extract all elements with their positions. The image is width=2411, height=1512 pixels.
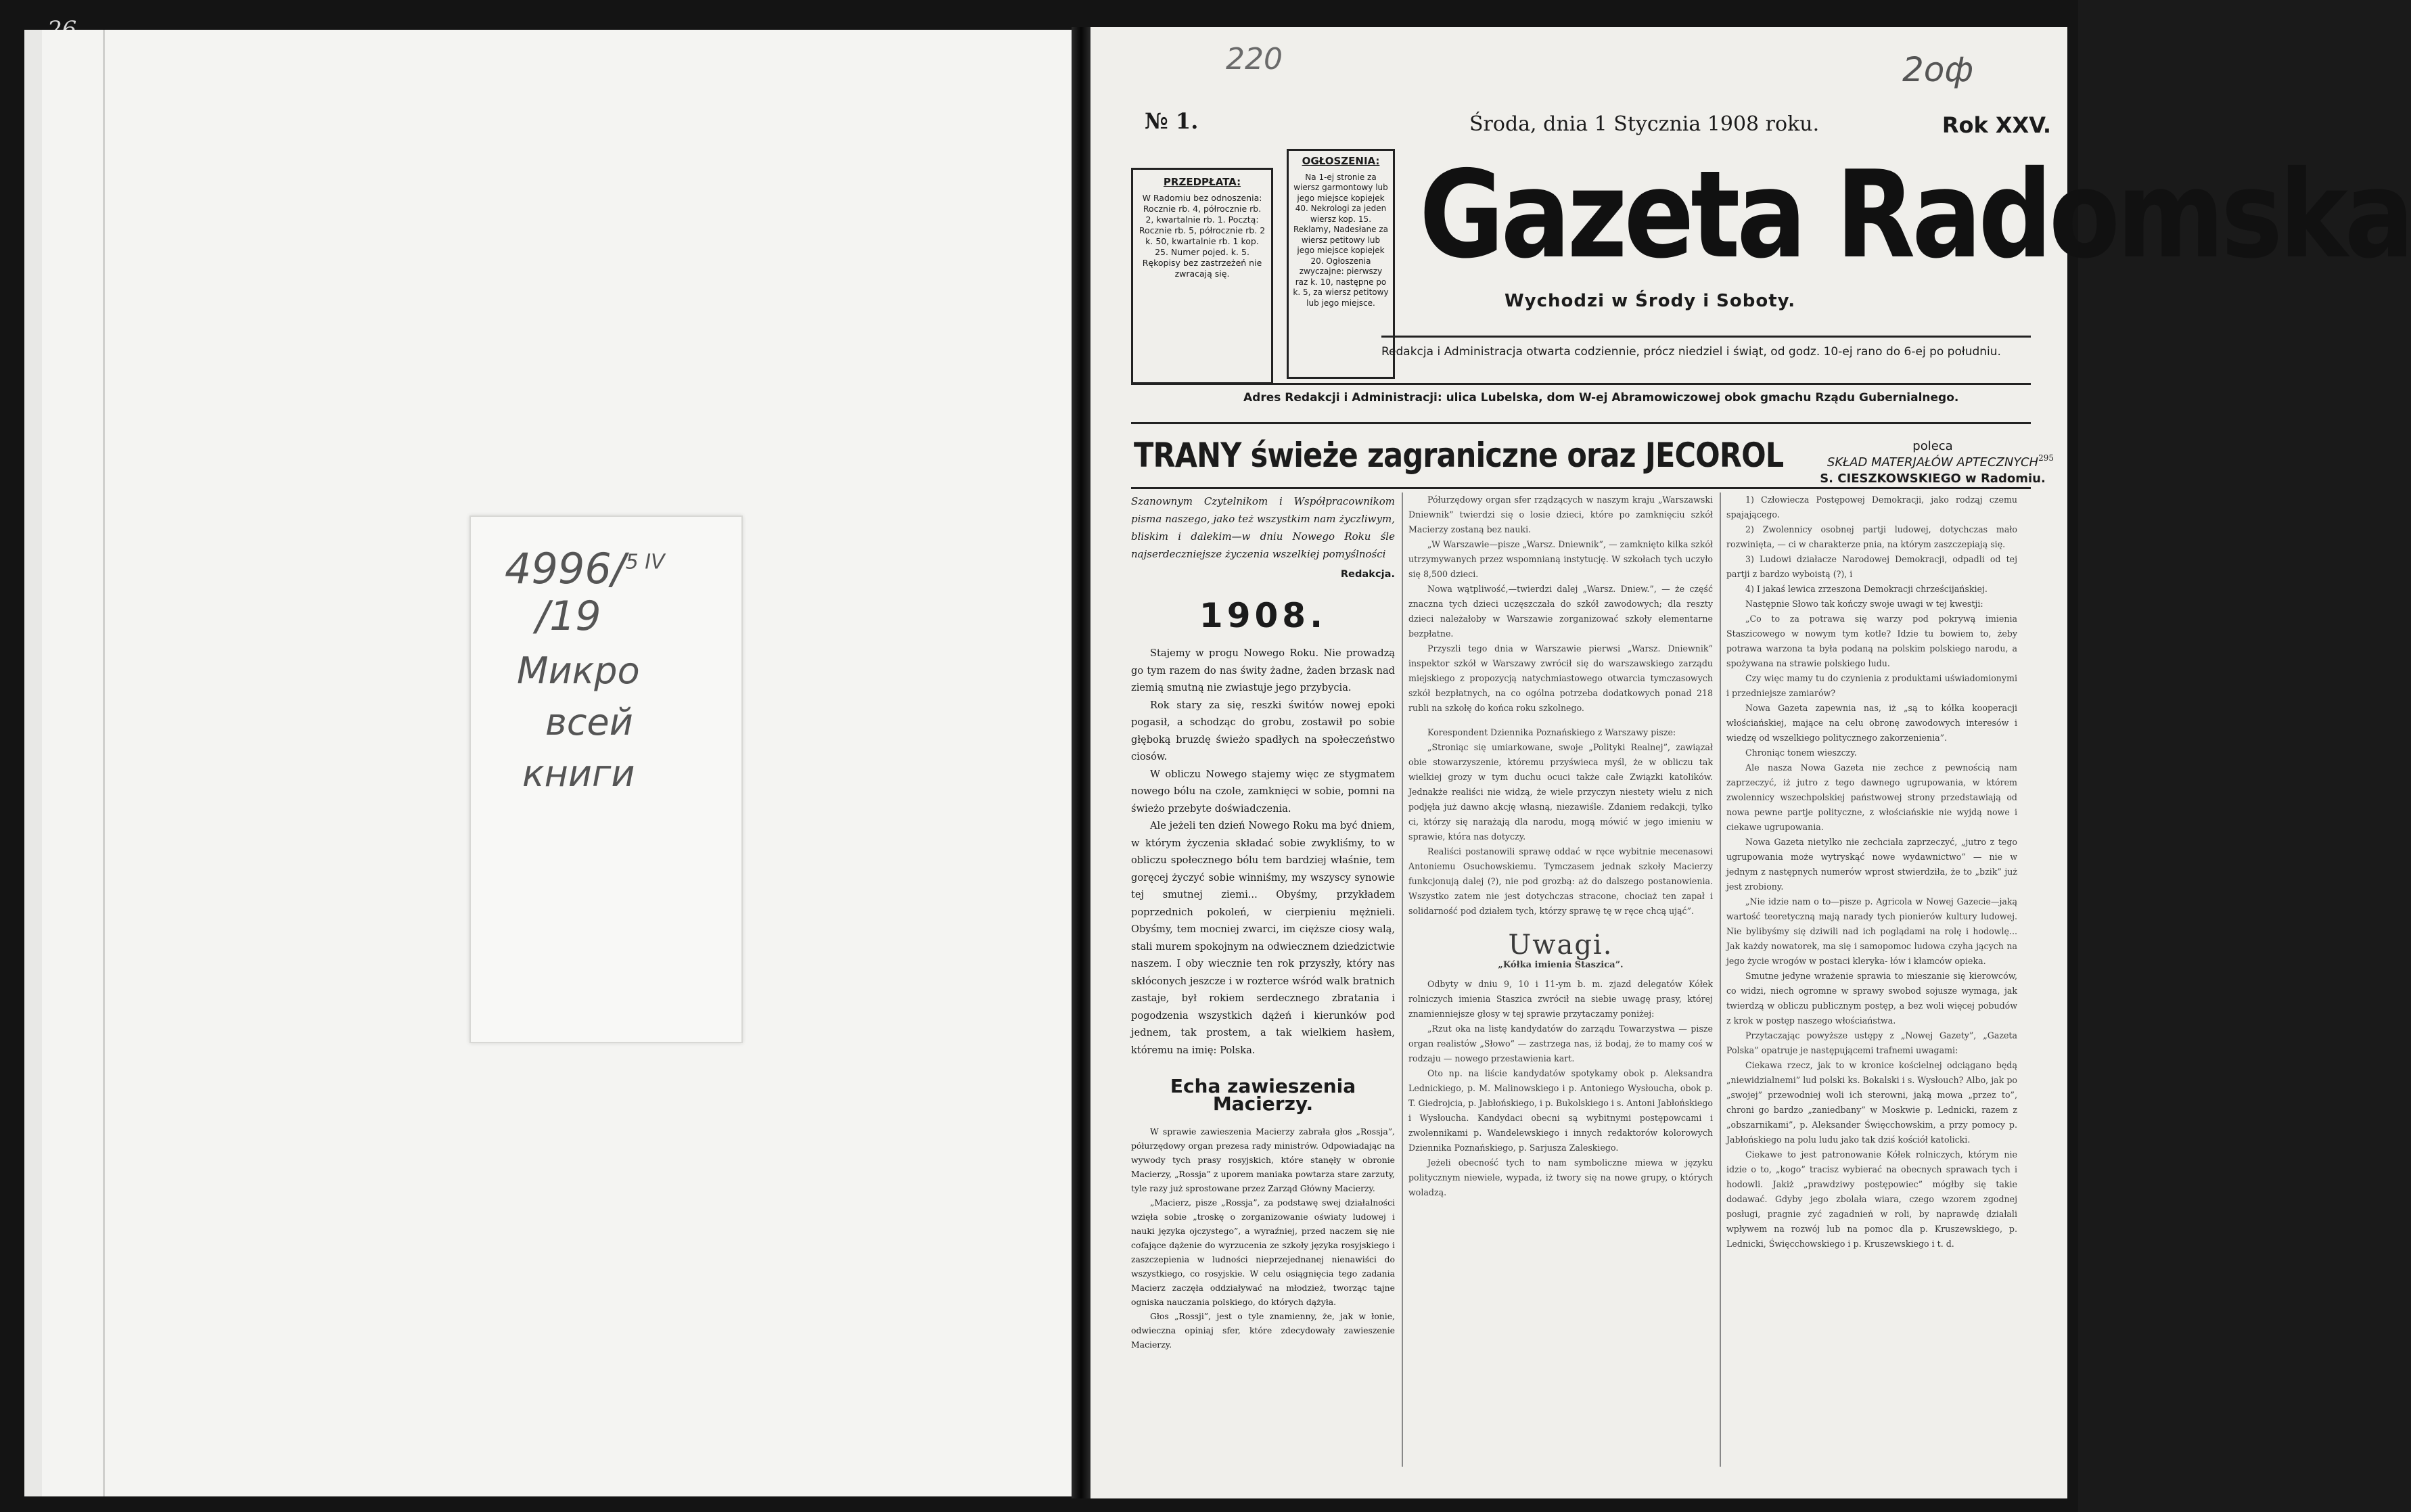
book-gutter bbox=[1072, 27, 1090, 1498]
editorial-address: Adres Redakcji i Administracji: ulica Lubelska, dom W-ej Abramowiczowej obok gmachu Rządu Gubernialnego. bbox=[1243, 391, 1959, 405]
greeting-signature: Redakcja. bbox=[1340, 568, 1395, 580]
article-paragraph: 1) Człowiecza Postępowej Demokracji, jako rodząj czemu spajającego. bbox=[1726, 495, 2017, 520]
article-paragraph: Ale nasza Nowa Gazeta nie zechce z pewnością nam zaprzeczyć, iż jutro z tego dawnego ugrupowania, w którem zwolennicy wszechpolskiej państwowej strony przedstawiają od nowa pewne partje polityczne, z włościańskie nie wyjdą nowe i ciekawe ugrupowania. bbox=[1726, 762, 2017, 832]
article-paragraph: Chroniąc tonem wieszczy. bbox=[1745, 748, 1857, 758]
slip-note-line: Микро bbox=[517, 649, 640, 692]
subscription-box bbox=[1131, 168, 1273, 384]
article-paragraph: „W Warszawie—pisze „Warsz. Dniewnik”, — zamknięto kilka szkół utrzymywanych przez wspomnianą instytucję. W szkołach tych uczyło się 8,500 dzieci. bbox=[1408, 539, 1713, 579]
subscription-heading: PRZEDPŁATA: bbox=[1163, 176, 1241, 188]
article-paragraph: Czy więc mamy tu do czynienia z produktami uświadomionymi i przedniejsze zamiarów? bbox=[1726, 673, 2017, 698]
article-paragraph: „Macierz, pisze „Rossja”, za podstawę swej działalności wzięła sobie „troskę o zorganizowanie oświaty ludowej i nauki języka ojczystego”, a wyraźniej, przed naczem się nie cofające dążenie do wyrzucenia ze szkoły języka rosyjskiego i zaszczepienia w ludności nieprzejednanej nienawiści do wszystkiego, co rosyjskie. W celu osiągnięcia tego zadania Macierz zaczęła oddziaływać na młodzież, tworząc tajne ogniska nauczania polskiego, do których dążyła. bbox=[1131, 1197, 1395, 1307]
advert-shop-name: S. CIESZKOWSKIEGO w Radomiu. bbox=[1820, 472, 2046, 486]
article-paragraph: Następnie Słowo tak kończy swoje uwagi w tej kwestji: bbox=[1745, 599, 1983, 609]
article-paragraph: Przytaczając powyższe ustępy z „Nowej Gazety”, „Gazeta Polska” opatruje je następującemi trafnemi uwagami: bbox=[1726, 1030, 2017, 1055]
article-paragraph: Smutne jedyne wrażenie sprawia to mieszanie się kierowców, co widzi, niech ogromne w sprawy swobod sojusze wymaga, jak twierdzą w obliczu publicznym postęp, a bez woli więcej pobudów z krok w postęp naszego włościaństwa. bbox=[1726, 971, 2017, 1026]
advertising-text: Na 1-ej stronie za wiersz garmontowy lub jego miejsce kopiejek 40. Nekrologi za jeden wiersz kop. 15. Reklamy, Nadesłane za wiersz petitowy lub jego miejsce kopiejek 20. Ogłoszenia zwyczajne: pierwszy raz k. 10, następne po k. 5, za wiersz petitowy lub jego miejsce. bbox=[1293, 172, 1389, 308]
article-paragraph: W obliczu Nowego stajemy więc ze stygmatem nowego bólu na czole, zamknięci w sobie, pomni na świeżo przebyte doświadczenia. bbox=[1131, 768, 1395, 815]
section-heading-uwagi: Uwagi. bbox=[1508, 930, 1613, 961]
newspaper-subtitle: Wychodzi w Środy i Soboty. bbox=[1505, 291, 1796, 311]
article-paragraph: Rok stary za się, reszki świtów nowej epoki pogasił, a schodząc do grobu, zostawił po sobie głęboką bruzdę świeżo spadłych na społeczeństwo ciosów. bbox=[1131, 699, 1395, 762]
newspaper-title: Gazeta Radomska bbox=[1419, 145, 2411, 285]
left-blank-page bbox=[24, 30, 1072, 1496]
subscription-text: W Radomiu bez odnoszenia: Rocznie rb. 4, półrocznie rb. 2, kwartalnie rb. 1. Pocztą: Rocznie rb. 5, półrocznie rb. 2 k. 50, kwartalnie rb. 1 kop. 25. Numer pojed. k. 5. Rękopisy bez zastrzeżeń nie zwracają się. bbox=[1139, 193, 1266, 279]
handwritten-note: 2оф bbox=[1902, 50, 1974, 89]
article-paragraph: Jeżeli obecność tych to nam symboliczne miewa w języku politycznym niewiele, wypada, iż twory się na nowe grupy, o których woladzą. bbox=[1408, 1158, 1713, 1197]
article-paragraph: Ciekawa rzecz, jak to w kronice kościelnej odciągano będą „niewidzialnemi” lud polski ks. Bokalski i s. Wysłouch? Albo, jak po „swojej” przewodniej woli ich sterowni, jaką mowa „przez to”, chroni go bardzo „zaniedbany” w Moskwie p. Lednicki, razem z „obszarnikami”, p. Aleksander Święcchowskim, a przy pomocy p. Jabłońskiego na polu ludu jako tak dziś kościół katolicki. bbox=[1726, 1060, 2017, 1145]
article-paragraph: W sprawie zawieszenia Macierzy zabrała głos „Rossja”, półurzędowy organ prezesa rady ministrów. Odpowiadając na wywody tych prasy rosyjskich, które stanęły w obronie Macierzy, „Rossja” z uporem maniaka powtarza stare zarzuty, tyle razy już sprostowane przez Zarząd Główny Macierzy. bbox=[1131, 1126, 1395, 1193]
article-paragraph: Korespondent Dziennika Poznańskiego z Warszawy pisze: bbox=[1427, 727, 1676, 737]
slip-number: 4996/$^{5 IV}$ bbox=[505, 544, 665, 593]
article-paragraph: „Rzut oka na listę kandydatów do zarządu Towarzystwa — pisze organ realistów „Słowo” — zastrzega nas, iż bodaj, że to mamy coś w rodzaju — nowego przestawienia kart. bbox=[1408, 1024, 1713, 1063]
office-hours: Redakcja i Administracja otwarta codziennie, prócz niedziel i świąt, od godz. 10-ej rano do 6-ej po południu. bbox=[1381, 345, 2001, 359]
article-column-1 bbox=[1131, 492, 1395, 1467]
column-divider bbox=[1720, 492, 1721, 1467]
article-paragraph: Półurzędowy organ sfer rządzących w naszym kraju „Warszawski Dniewnik” twierdzi się o losie dzieci, które po zamknięciu szkół Macierzy zostaną bez nauki. bbox=[1408, 495, 1713, 534]
rule-line bbox=[1131, 422, 2031, 424]
advert-poleca: poleca bbox=[1912, 439, 1953, 453]
advertising-box bbox=[1287, 149, 1395, 379]
volume-year: Rok XXV. bbox=[1942, 112, 2051, 138]
article-paragraph: 3) Ludowi działacze Narodowej Demokracji, odpadli od tej partji z bardzo wyboistą (?), i bbox=[1726, 554, 2017, 579]
article-heading-1908: 1908. bbox=[1199, 595, 1327, 635]
article-paragraph: „Co to za potrawa się warzy pod pokrywą imienia Staszicowego w nowym tym kotle? Idzie tu bowiem to, żeby potrawa warzona ta była podaną na polskim polskiego narodu, a spożywana na strawie polskiego ludu. bbox=[1726, 614, 2017, 668]
article-paragraph: Nowa Gazeta zapewnia nas, iż „są to kółka kooperacji włościańskiej, mające na celu obronę zawodowych interesów i wiedzę od wszelkiego politycznego zakorzenienia”. bbox=[1726, 703, 2017, 743]
article-paragraph: 2) Zwolennicy osobnej partji ludowej, dotychczas mało rozwinięta, — ci w charakterze pnia, na którym zaszczepiają się. bbox=[1726, 524, 2017, 549]
article-paragraph: „Stroniąc się umiarkowane, swoje „Polityki Realnej”, zawiązał obie stowarzyszenie, któremu przyświeca myśl, że w obliczu tak wielkiej grozy w tym duchu ocuci także całe Związki katolików. Jednakże realiści nie widzą, że wiele przyczyn niestety wielu z nich podjęła już dawno akcję własną, niezawiśle. Zdaniem redakcji, tylko ci, którzy się narażają dla narodu, mogą mówić w jego imieniu w sprawie, która nas dotyczy. bbox=[1408, 742, 1713, 842]
handwritten-note: 220 bbox=[1226, 42, 1283, 76]
column-divider bbox=[1402, 492, 1403, 1467]
catalog-slip bbox=[469, 516, 743, 1043]
slip-note-line: всей bbox=[545, 701, 633, 743]
advert-headline: TRANY świeże zagraniczne oraz JECOROL bbox=[1134, 436, 1784, 475]
article-paragraph: Głos „Rossji”, jest o tyle znamienny, że, jak w łonie, odwieczna opiniaj sfer, które zdecydowały zawieszenie Macierzy. bbox=[1131, 1311, 1395, 1350]
advert-number: 295 bbox=[2038, 453, 2054, 463]
article-paragraph: 4) I jakaś lewica zrzeszona Demokracji chrześcijańskiej. bbox=[1745, 584, 1988, 594]
article-paragraph: „Nie idzie nam o to—pisze p. Agricola w Nowej Gazecie—jaką wartość teoretyczną mają narady tych pionierów kultury ludowej. Nie bylibyśmy się dziwili nad ich poglądami na rolę i hodowlę... Jak każdy nowatorek, ma się i samopomoc ludowa czyha jących na jego życie wrogów w postaci kleryka- łów i kłamców opieka. bbox=[1726, 896, 2017, 966]
article-paragraph: Ciekawe to jest patronowanie Kółek rolniczych, którym nie idzie o to, „kogo” tracisz wybierać na obecnych sprawach tych i hodowli. Jakiż „prawdziwy postępowiec” mógłby się takie dodawać. Gdyby jego zbolała wiara, czego wzorem zgodnej posługi, pragnie zyć zagadnień w roli, by naprawdę działali wpływem na rozwój lub na pomoc dla p. Kruszewskiego, p. Lednicki, Święcchowskiego i p. Kruszewskiego i t. d. bbox=[1726, 1149, 2017, 1249]
article-paragraph: Odbyty w dniu 9, 10 i 11-ym b. m. zjazd delegatów Kółek rolniczych imienia Staszica zwrócił na siebie uwagę prasy, której znamienniejsze głosy w tej sprawie przytaczamy poniżej: bbox=[1408, 979, 1713, 1019]
rule-line bbox=[1131, 487, 2031, 489]
article-column-3 bbox=[1726, 492, 2017, 1467]
article-paragraph: Stajemy w progu Nowego Roku. Nie prowadzą go tym razem do nas świty żadne, żaden brzask nad ziemią smutną nie zwiastuje jego przybycia. bbox=[1131, 647, 1395, 693]
masthead-top-line bbox=[1131, 108, 2051, 149]
advertising-heading: OGŁOSZENIA: bbox=[1302, 155, 1380, 167]
section-subheading: „Kółka imienia Staszica”. bbox=[1498, 960, 1624, 970]
new-year-greeting: Szanownym Czytelnikom i Współpracownikom pisma naszego, jako też wszystkim nam życzliwym, bliskim i dalekim—w dniu Nowego Roku śle najserdeczniejsze życzenia wszelkiej pomyślności bbox=[1131, 495, 1395, 560]
issue-number: № 1. bbox=[1145, 108, 1199, 134]
page-edge-line bbox=[103, 30, 105, 1496]
section-heading-macierz: Echa zawieszenia Macierzy. bbox=[1170, 1075, 1356, 1115]
article-paragraph: Nowa wątpliwość,—twierdzi dalej „Warsz. Dniew.”, — że część znaczna tych dzieci uczęszczała do szkół zawodowych; dla reszty dzieci należałoby w Warszawie zorganizować szkoły elementarne bezpłatne. bbox=[1408, 584, 1713, 639]
article-paragraph: Oto np. na liście kandydatów spotykamy obok p. Aleksandra Lednickiego, p. M. Malinowskiego i p. Antoniego Wysłoucha, obok p. T. Giedrojcia, p. Jabłońskiego, i p. Bukolskiego i s. Antoni Jabłońskiego i Wysłoucha. Kandydaci obecni są wybitnymi postępowcami i zwolennikami p. Wandelewskiego i innych redaktorów kolorowych Dziennika Poznańskiego, p. Sarjusza Zaleskiego. bbox=[1408, 1068, 1713, 1153]
advert-shop-line: SKŁAD MATERJAŁÓW APTECZNYCH bbox=[1827, 455, 2039, 469]
slip-note-line: книги bbox=[522, 752, 635, 795]
article-paragraph: Przyszli tego dnia w Warszawie pierwsi „Warsz. Dniewnik” inspektor szkół w Warszawy zwrócił się do warszawskiego zarządu miejskiego z propozycją natychmiastowego otwarcia tymczasowych szkół bezpłatnych, na co ogólna potrzeba dodatkowych ponad 218 rubli na szkołę do końca roku szkolnego. bbox=[1408, 643, 1713, 713]
article-paragraph: Nowa Gazeta nietylko nie zechciała zaprzeczyć, „jutro z tego ugrupowania może wytryskąć nowe wydawnictwo” — nie w jednym z następnych numerów wprost stwierdziła, że to „bzik” już jest zrobiony. bbox=[1726, 837, 2017, 892]
article-paragraph: Realiści postanowili sprawę oddać w ręce wybitnie mecenasowi Antoniemu Osuchowskiemu. Tymczasem jednak szkoły Macierzy funkcjonują dalej (?), nie pod grozbą: aż do dalszego postanowienia. Wszystko zatem nie jest dotychczas stracone, chociaż ten zapał i solidarność pod działem tych, którzy sprawę tę w ręce chcą ująć”. bbox=[1408, 846, 1713, 916]
slip-sub-number: /19 bbox=[536, 593, 601, 640]
advert-shop bbox=[1814, 438, 2051, 487]
rule-line bbox=[1381, 336, 2031, 338]
rule-line bbox=[1131, 383, 2031, 385]
issue-date: Środa, dnia 1 Stycznia 1908 roku. bbox=[1469, 112, 1820, 136]
newspaper-page bbox=[1090, 27, 2411, 1498]
article-paragraph: Ale jeżeli ten dzień Nowego Roku ma być dniem, w którym życzenia składać sobie zwykliśmy, to w obliczu społecznego bólu tem bardziej właśnie, tem goręcej życzyć sobie winniśmy, my wszyscy synowie tej smutnej ziemi... Obyśmy, przykładem poprzednich pokoleń, w cierpieniu mężnieli. Obyśmy, tem mocniej zwarci, im cięższe ciosy walą, stali murem spokojnym na odwiecznem dziedzictwie naszem. I oby wiecznie ten rok przyszły, który nas skłóconych jeszcze i w rozterce wśród walk bratnich zastaje, był rokiem serdecznego zbratania i pogodzenia wszystkich dążeń i kierunków pod jednem, tak prostem, a tak wielkiem hasłem, któremu na imię: Polska. bbox=[1131, 820, 1395, 1056]
article-column-2 bbox=[1408, 492, 1713, 1467]
